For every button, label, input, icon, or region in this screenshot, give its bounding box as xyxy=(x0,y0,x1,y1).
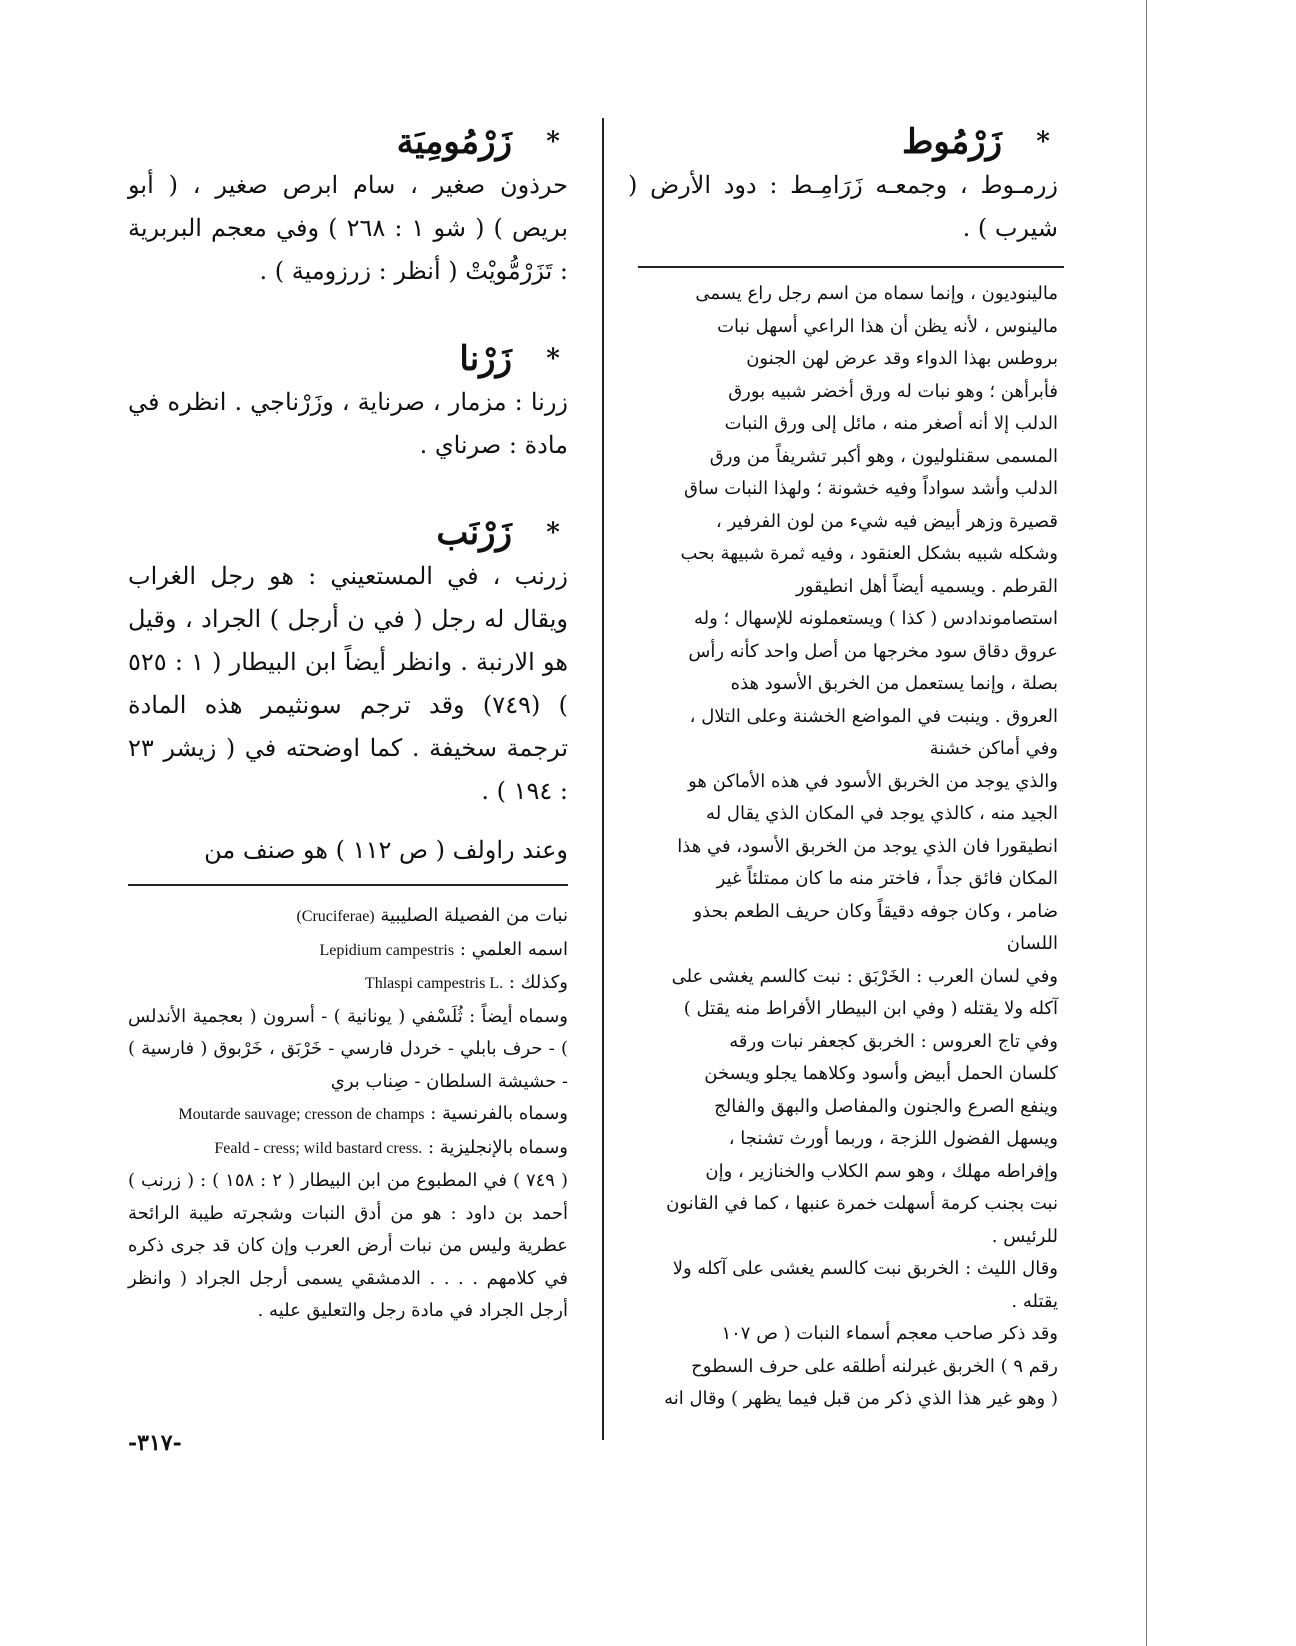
left-footnotes xyxy=(128,900,568,1328)
footnote-line: الدلب إلا أنه أصغر منه ، مائل إلى ورق النبات xyxy=(724,413,1058,434)
footnote-family xyxy=(128,900,568,934)
footnote-line: ضامر ، وكان جوفه دقيقاً وكان حريف الطعم بحذو xyxy=(693,900,1058,922)
footnote-line: ( وهو غير هذا الذي ذكر من قبل فيما يظهر ) وقال انه xyxy=(664,1388,1058,1409)
entry-zarmumiya xyxy=(128,120,568,293)
footnote-line: وإفراطه مهلك ، وهو سم الكلاب والخنازير ، وإن xyxy=(705,1160,1058,1182)
english-value: Feald - cress; wild bastard cress. xyxy=(214,1139,423,1157)
entry-asterisk: * xyxy=(546,344,560,374)
entry-body: حرذون صغير ، سام ابرص صغير ، ( أبو بريص ) ( شو ١ : ٢٦٨ ) وفي معجم البربرية : تَزَرْمُّويْتْ ( أنظر : زرزومية ) . xyxy=(128,171,569,285)
footnote-line: آكله ولا يقتله ( وفي ابن البيطار الأفراط منه يقتل ) xyxy=(683,998,1058,1019)
footnote-line: مالينوس ، لأنه يظن أن هذا الراعي أسهل نبات xyxy=(717,315,1058,337)
footnote-line: وينفع الصرع والجنون والمفاصل والبهق والفالج xyxy=(714,1095,1058,1117)
footnote-line: الدلب وأشد سواداً وفيه خشونة ؛ ولهذا النبات ساق xyxy=(684,478,1058,499)
footnote-scientific xyxy=(128,934,568,968)
entry-headword: زَرْنا xyxy=(459,339,512,379)
footnote-line: القرطم . ويسميه أيضاً أهل انطيقور xyxy=(796,575,1058,597)
french-value: Moutarde sauvage; cresson de champs xyxy=(178,1106,425,1123)
footnote-line: بصلة ، وإنما يستعمل من الخربق الأسود هذه xyxy=(730,673,1058,694)
footnote-line: انطيقورا فان الذي يوجد من الخربق الأسود، في هذا xyxy=(677,835,1058,857)
entry-head xyxy=(628,120,1058,164)
footnote-line: وفي لسان العرب : الخَرْبَق : نبت كالسم يغشى على xyxy=(671,965,1058,987)
entry-body: زرنب ، في المستعيني : هو رجل الغراب ويقال له رجل ( في ن أرجل ) الجراد ، وقيل هو الارنبة . وانظر أيضاً ابن البيطار ( ١ : ٥٢٥ ) (٧٤٩) وقد ترجم سونثيمر هذه المادة ترجمة سخيفة . كما اوضحته في ( زيشر ٢٣ : ١٩٤ ) . xyxy=(128,562,569,805)
footnote-line: فأبرأهن ؛ وهو نبات له ورق أخضر شبيه بورق xyxy=(728,380,1058,402)
entry-asterisk: * xyxy=(546,518,560,548)
footnote-line: وفي تاج العروس : الخربق كجعفر نبات ورقه xyxy=(729,1030,1058,1052)
footnote-line: كلسان الحمل أبيض وأسود وكلاهما يجلو ويسخن xyxy=(704,1063,1058,1084)
entry-asterisk: * xyxy=(546,127,560,157)
footnote-line: رقم ٩ ) الخربق غبرلنه أطلقه على حرف السطوح xyxy=(691,1355,1058,1377)
footnote-line: والذي يوجد من الخربق الأسود في هذه الأماكن هو xyxy=(688,770,1058,792)
footnote-line: عروق دقاق سود مخرجها من أصل واحد كأنه رأس xyxy=(688,640,1058,662)
footnote-line: يقتله . xyxy=(1011,1290,1058,1312)
footnote-line: قصيرة وزهر أبيض فيه شيء من لون الفرفير ، xyxy=(716,510,1058,532)
entry-asterisk: * xyxy=(1036,127,1050,157)
english-label: وسماه بالإنجليزية : xyxy=(428,1136,568,1158)
footnote-separator xyxy=(638,266,1064,268)
footnote-line: مالينوديون ، وإنما سماه من اسم رجل راع يسمى xyxy=(695,283,1058,304)
footnote-line: العروق . وينبت في المواضع الخشنة وعلى التلال ، xyxy=(689,705,1058,727)
footnote-line: وقال الليث : الخربق نبت كالسم يغشى على آكله ولا xyxy=(672,1258,1058,1279)
footnote-line: الجيد منه ، كالذي يوجد في المكان الذي يقال له xyxy=(706,803,1058,824)
footnote-line: وقد ذكر صاحب معجم أسماء النبات ( ص ١٠٧ xyxy=(721,1323,1058,1344)
footnote-line: نبت بجنب كرمة أسهلت خمرة عنبها ، كما في القانون xyxy=(666,1193,1058,1214)
left-column xyxy=(128,120,568,1328)
footnote-line: للرئيس . xyxy=(991,1225,1058,1247)
also-value: Thlaspi campestris L. xyxy=(364,975,504,992)
footnote-line: وفي أماكن خشنة xyxy=(929,738,1058,759)
footnote-line: المكان فائق جداً ، فاختر منه ما كان ممتلئاً غير xyxy=(716,868,1058,889)
family-latin: (Cruciferae) xyxy=(296,908,375,925)
right-column xyxy=(628,120,1058,1416)
footnote-line: استصاموندادس ( كذا ) ويستعملونه للإسهال ؛ وله xyxy=(693,608,1058,629)
entry-head xyxy=(128,511,568,555)
sci-label: اسمه العلمي : xyxy=(459,938,568,960)
entry-headword: زَرْمُوط xyxy=(901,122,1002,162)
footnote-also xyxy=(128,967,568,1001)
footnote-line: اللسان xyxy=(1006,933,1058,954)
footnote-french xyxy=(128,1098,568,1132)
footnote-line: ويسهل الفضول اللزجة ، وربما أورث تشنجا ، xyxy=(728,1128,1058,1149)
entry-headword: زَرْمُومِيَة xyxy=(396,122,512,162)
footnote-also-called: وسماه أيضاً : ثُلَسْفي ( يونانية ) - أسرون ( بعجمية الأندلس ) - حرف بابلي - خردل فارسي - خَرْبَق ، خَرْبوق ( فارسية ) - حشيشة السلطان - صِناب بري xyxy=(128,1005,568,1092)
footnote-english xyxy=(128,1132,568,1166)
page-edge-line xyxy=(1146,0,1147,1646)
entry-zarnab xyxy=(128,511,568,872)
french-label: وسماه بالفرنسية : xyxy=(430,1103,568,1124)
entry-body: زرمـوط ، وجمعـه زَرَامِـط : دود الأرض ( شيرب ) . xyxy=(628,171,1058,242)
footnote-line: وشكله شبيه بشكل العنقود ، وفيه ثمرة شبيهة بحب xyxy=(680,543,1058,564)
entry-body: زرنا : مزمار ، صرناية ، وزَرْناجي . انظره في مادة : صرناي . xyxy=(128,388,568,459)
footnote-separator xyxy=(128,884,568,886)
entry-zarna xyxy=(128,337,568,467)
entry-zarmut xyxy=(628,120,1058,250)
footnote-line: المسمى سقنلوليون ، وهو أكبر تشريفاً من ورق xyxy=(709,445,1058,467)
entry-head xyxy=(128,120,568,164)
family-arabic: نبات من الفصيلة الصليبية xyxy=(380,905,568,926)
entry-continuation: وعند راولف ( ص ١١٢ ) هو صنف من xyxy=(204,836,568,864)
right-footnotes xyxy=(628,278,1058,1416)
footnote-749: ( ٧٤٩ ) في المطبوع من ابن البيطار ( ٢ : ١٥٨ ) : ( زرنب ) أحمد بن داود : هو من أدق النبات وشجرته طيبة الرائحة عطرية وليس من نبات أرض العرب وإن كان قد جرى ذكره في كلامهم . . . . الدمشقي يسمى أرجل الجراد ( وانظر أرجل الجراد في مادة رجل والتعليق عليه . xyxy=(128,1170,568,1321)
sci-value: Lepidium campestris xyxy=(319,941,455,959)
page-number: -٣١٧- xyxy=(128,1430,182,1456)
footnote-line: بروطس بهذا الدواء وقد عرض لهن الجنون xyxy=(746,348,1058,369)
entry-head xyxy=(128,337,568,381)
also-label: وكذلك : xyxy=(508,972,568,993)
column-divider xyxy=(602,118,604,1440)
entry-headword: زَرْنَب xyxy=(436,513,512,553)
